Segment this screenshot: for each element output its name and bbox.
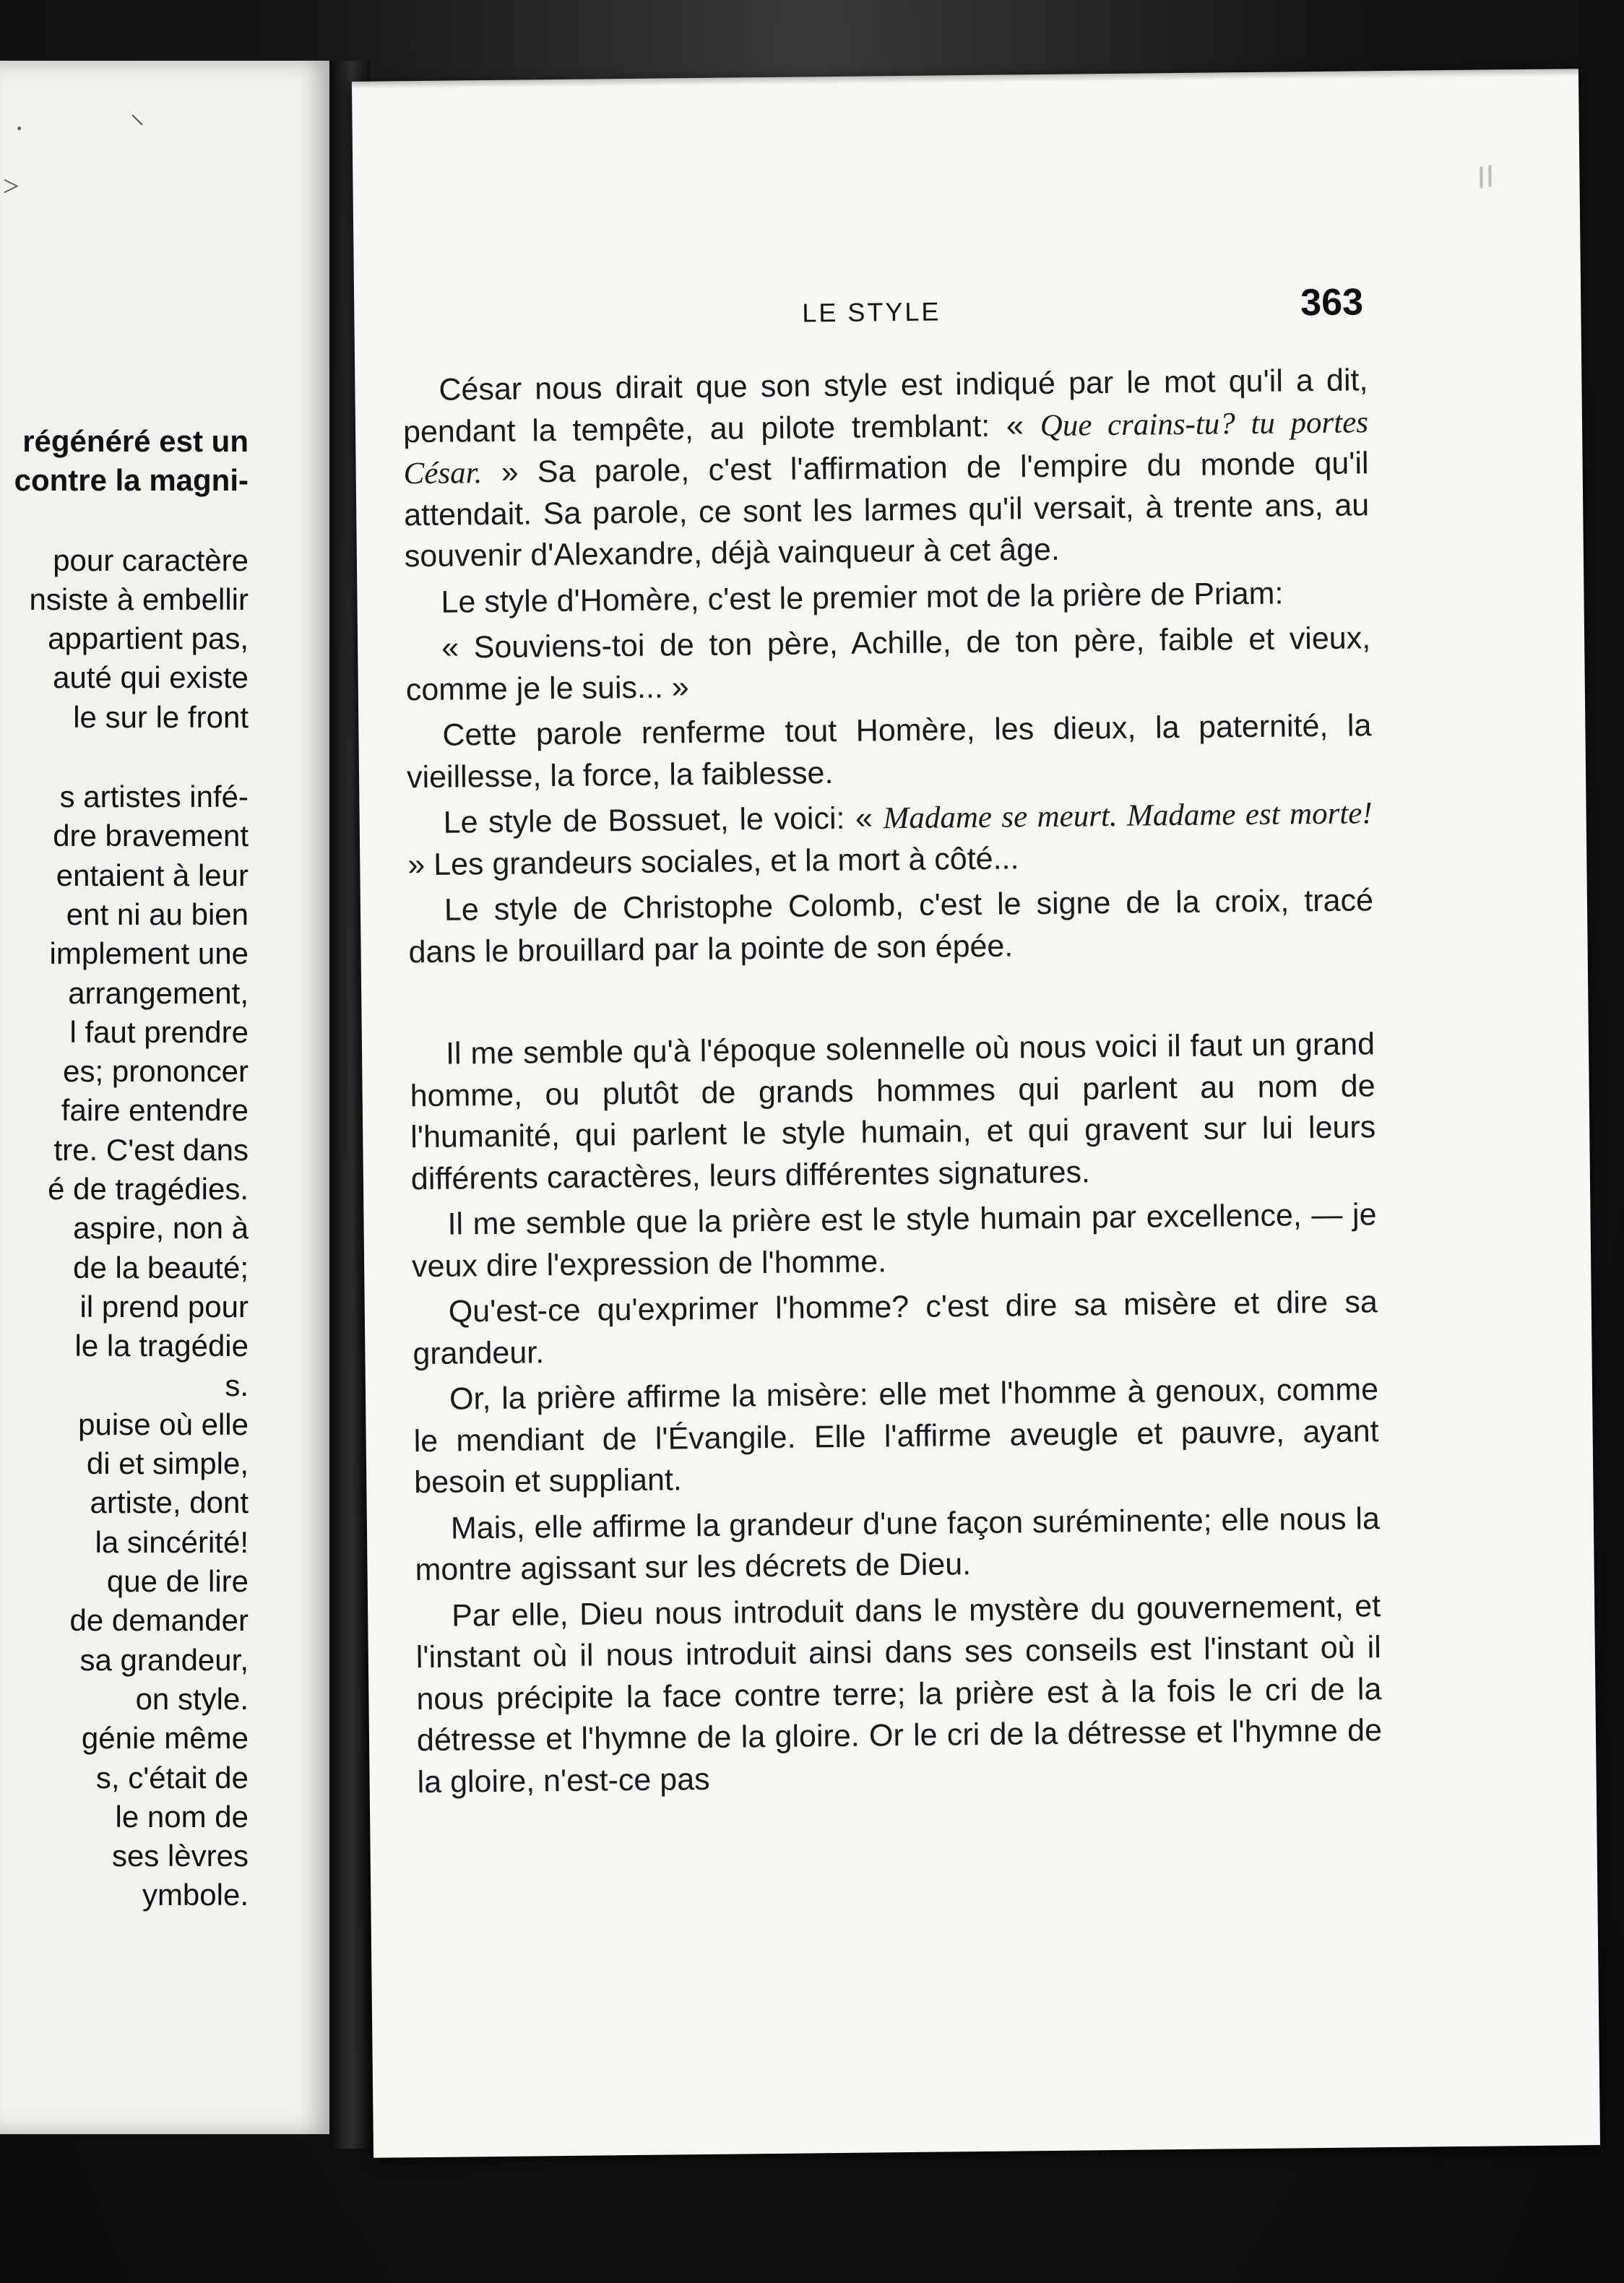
left-page-line: appartient pas, <box>48 621 249 656</box>
left-page-line: puise où elle <box>78 1407 249 1441</box>
paragraph-p2: Le style d'Homère, c'est le premier mot de la prière de Priam: <box>441 576 1284 620</box>
ink-mark: ⸌ <box>130 109 144 142</box>
ink-mark: > <box>3 170 20 202</box>
left-page-line: régénéré est un <box>22 424 249 458</box>
left-page-line: contre la magni- <box>14 463 249 498</box>
left-page-text <box>0 422 249 1915</box>
left-page-line: le nom de <box>115 1799 249 1834</box>
right-page <box>352 72 1600 2158</box>
left-page-line: de la beauté; <box>73 1250 249 1285</box>
paragraph-p10: Or, la prière affirme la misère: elle met l'homme à genoux, comme le mendiant de l'Évangile. Elle l'affirme aveugle et pauvre, ayant besoin et suppliant. <box>413 1372 1379 1501</box>
left-page-line: arrangement, <box>68 975 249 1010</box>
paragraph-text: Le style de Bossuet, le voici: « <box>443 800 884 840</box>
left-page-line: ses lèvres <box>111 1839 249 1873</box>
left-page-line: aspire, non à <box>73 1211 249 1246</box>
scan-scratch <box>1480 167 1482 189</box>
quotation-italic: Madame se meurt. Madame est morte! <box>883 796 1373 836</box>
left-page-line: s artistes infé- <box>59 780 249 814</box>
running-head: LE STYLE <box>802 296 941 328</box>
paragraph-text: César nous dirait que son style est indiqué par le mot qu'il a dit, pendant la tempête, au pilote tremblant: « <box>402 363 1368 449</box>
paragraph-gap <box>0 737 249 777</box>
left-page-line: que de lire <box>106 1564 249 1599</box>
paragraph-p11: Mais, elle affirme la grandeur d'une façon suréminente; elle nous la montre agissant sur les décrets de Dieu. <box>415 1501 1381 1588</box>
left-page-line: de demander <box>69 1603 249 1638</box>
left-page-line: faire entendre <box>61 1093 249 1128</box>
left-page-line: sa grandeur, <box>79 1642 249 1677</box>
paragraph-p8: Il me semble que la prière est le style humain par excellence, — je veux dire l'expression de l'homme. <box>411 1197 1377 1284</box>
paragraph-p6: Le style de Christophe Colomb, c'est le signe de la croix, tracé dans le brouillard par la pointe de son épée. <box>408 883 1374 970</box>
left-page-line: ent ni au bien <box>66 897 249 931</box>
left-page-line: le sur le front <box>73 699 249 734</box>
left-page-line: la sincérité! <box>95 1524 249 1559</box>
body-text <box>402 360 1383 1808</box>
left-page-line: dre bravement <box>53 819 249 853</box>
quotation-italic: Que crains-tu? tu portes César. <box>403 405 1369 491</box>
left-page-line: on style. <box>135 1681 249 1716</box>
left-page-line: auté qui existe <box>53 660 249 695</box>
paragraph-gap <box>0 501 249 541</box>
paragraph-p5 <box>407 793 1373 886</box>
paragraph-p9: Qu'est-ce qu'exprimer l'homme? c'est dire sa misère et dire sa grandeur. <box>413 1285 1378 1371</box>
left-page-line: tre. C'est dans <box>53 1132 249 1167</box>
left-page-line: il prend pour <box>79 1289 249 1324</box>
left-page-line: es; prononcer <box>63 1054 249 1089</box>
left-page-line: artiste, dont <box>90 1485 249 1520</box>
left-page-line: nsiste à embellir <box>29 582 249 616</box>
paragraph-p1 <box>402 360 1370 577</box>
left-page <box>0 61 334 2134</box>
ink-mark: · <box>14 112 25 144</box>
left-page-line: ymbole. <box>142 1878 249 1912</box>
left-page-line: é de tragédies. <box>48 1172 249 1207</box>
left-page-line: le la tragédie <box>74 1329 249 1363</box>
paragraph-text: » Les grandeurs sociales, et la mort à côté... <box>407 840 1019 882</box>
paragraph-p4: Cette parole renferme tout Homère, les dieux, la paternité, la vieillesse, la force, la faiblesse. <box>406 708 1372 795</box>
left-page-line: s, c'était de <box>95 1760 249 1795</box>
left-page-line: pour caractère <box>53 543 249 577</box>
paragraph-text: » Sa parole, c'est l'affirmation de l'empire du monde qu'il attendait. Sa parole, ce sont les larmes qu'il versait, à trente ans, au souvenir d'Alexandre, déjà vainqueur à cet âge. <box>404 446 1370 574</box>
left-page-line: di et simple, <box>86 1446 249 1481</box>
left-page-line: implement une <box>49 936 249 971</box>
left-page-line: s. <box>225 1368 249 1402</box>
paragraph-p3: « Souviens-toi de ton père, Achille, de ton père, faible et vieux, comme je le suis... » <box>405 621 1371 707</box>
paragraph-p7: Il me semble qu'à l'époque solennelle où nous voici il faut un grand homme, ou plutôt de grands hommes qui parlent au nom de l'humanité, qui parlent le style humain, et qui gravent sur lui leurs différents caractères, leurs différentes signatures. <box>410 1027 1376 1196</box>
scan-scratch <box>1488 165 1491 186</box>
left-page-line: génie même <box>81 1721 249 1756</box>
left-page-line: entaient à leur <box>56 858 249 892</box>
paragraph-p12: Par elle, Dieu nous introduit dans le mystère du gouvernement, et l'instant où il nous introduit ainsi dans ses conseils est l'instant où il nous précipite la face contre terre; la prière est à la fois le cri de la détresse et l'hymne de la gloire. Or le cri de la détresse et l'hymne de la gloire, n'est-ce pas <box>415 1588 1383 1800</box>
left-page-line: l faut prendre <box>69 1014 249 1049</box>
page-number: 363 <box>1300 281 1364 324</box>
